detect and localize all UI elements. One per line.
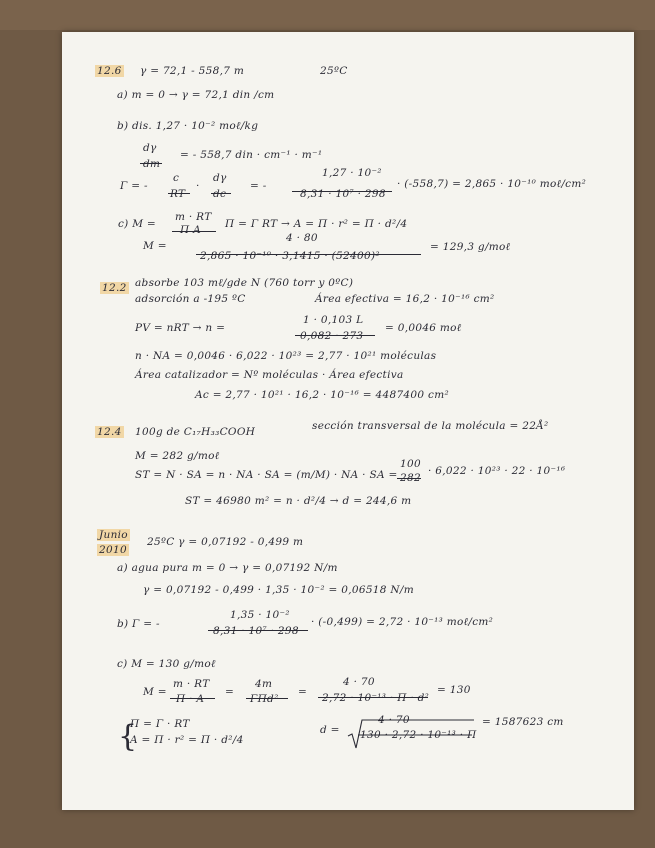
note-line: dγ xyxy=(213,172,227,184)
note-line: RT xyxy=(170,188,186,200)
note-line: = 129,3 g/moℓ xyxy=(430,241,511,253)
note-line: = 130 xyxy=(437,684,471,696)
note-line: = 1587623 cm xyxy=(482,716,564,728)
note-line: = 0,0046 moℓ xyxy=(385,322,462,334)
problem-number: 12.4 xyxy=(97,426,122,438)
note-line: sección transversal de la molécula = 22Å² xyxy=(312,420,549,432)
note-line: Π = Γ RT → A = Π · r² = Π · d²/4 xyxy=(225,218,408,230)
note-line: dc xyxy=(213,188,227,200)
note-line: 8,31 · 10⁷ · 298 xyxy=(213,625,299,637)
note-line: = xyxy=(298,686,308,698)
note-line: 8,31 · 10⁷ · 298 xyxy=(300,188,386,200)
note-line: 1,27 · 10⁻² xyxy=(322,167,382,179)
note-line: = - 558,7 din · cm⁻¹ · m⁻¹ xyxy=(180,149,323,161)
note-line: m · RT xyxy=(173,678,210,690)
problem-number: 12.2 xyxy=(102,282,127,294)
background-top xyxy=(0,0,655,30)
note-line: = - xyxy=(250,180,267,192)
note-line: M = xyxy=(143,686,167,698)
note-line: Área efectiva = 16,2 · 10⁻¹⁶ cm² xyxy=(315,293,495,305)
note-line: Γ = - xyxy=(120,180,148,192)
note-line: adsorción a -195 ºC xyxy=(135,293,246,305)
note-line: Π · A xyxy=(176,693,205,705)
note-line: c xyxy=(173,172,180,184)
problem-number: Junio xyxy=(99,529,128,541)
note-line: 1 · 0,103 L xyxy=(303,314,364,326)
note-line: ST = N · SA = n · NA · SA = (m/M) · NA · SA = xyxy=(135,469,398,481)
note-line: Área catalizador = Nº moléculas · Área efectiva xyxy=(135,369,404,381)
note-line: γ = 0,07192 - 0,499 · 1,35 · 10⁻² = 0,06518 N/m xyxy=(143,584,414,596)
note-line: m · RT xyxy=(175,211,212,223)
problem-number: 12.6 xyxy=(97,65,122,77)
note-line: ΓΠd² xyxy=(250,693,279,705)
note-line: b) Γ = - xyxy=(117,618,160,630)
note-line: 4 · 70 xyxy=(343,676,375,688)
system-brace: { xyxy=(118,719,138,754)
note-line: 2,72 · 10⁻¹³ · Π · d² xyxy=(322,692,430,704)
note-line: b) dis. 1,27 · 10⁻² moℓ/kg xyxy=(117,120,259,132)
note-line: 4m xyxy=(255,678,273,690)
note-line: Π A xyxy=(180,224,201,236)
note-line: · xyxy=(196,180,200,192)
note-line: · (-558,7) = 2,865 · 10⁻¹⁰ moℓ/cm² xyxy=(397,178,587,190)
note-line: 4 · 70 xyxy=(378,714,410,726)
note-line: 282 xyxy=(400,472,421,484)
note-line: M = 282 g/moℓ xyxy=(135,450,220,462)
note-line: = xyxy=(225,686,235,698)
note-line: 25ºC γ = 0,07192 - 0,499 m xyxy=(147,536,304,548)
note-line: PV = nRT → n = xyxy=(135,322,226,334)
note-line: c) M = xyxy=(118,218,157,230)
note-line: 100 xyxy=(400,458,421,470)
note-line: absorbe 103 mℓ/gde N (760 torr y 0ºC) xyxy=(135,277,354,289)
note-line: a) agua pura m = 0 → γ = 0,07192 N/m xyxy=(117,562,338,574)
note-line: ST = 46980 m² = n · d²/4 → d = 244,6 m xyxy=(185,495,412,507)
note-line: 130 · 2,72 · 10⁻¹³ · Π xyxy=(360,729,477,741)
note-line: dm xyxy=(143,158,161,170)
note-line: Π = Γ · RT xyxy=(130,718,190,730)
note-line: Ac = 2,77 · 10²¹ · 16,2 · 10⁻¹⁶ = 4487400 cm² xyxy=(195,389,449,401)
note-line: A = Π · r² = Π · d²/4 xyxy=(130,734,244,746)
note-line: d = xyxy=(320,724,340,736)
note-line: 0,082 · 273 xyxy=(300,330,364,342)
problem-number: 2010 xyxy=(99,544,127,556)
note-line: 2,865 · 10⁻¹⁰ · 3,1415 · (52400)² xyxy=(200,250,380,262)
note-line: 100g de C₁₇H₃₃COOH xyxy=(135,426,256,438)
note-line: M = xyxy=(143,240,167,252)
note-line: c) M = 130 g/moℓ xyxy=(117,658,216,670)
note-line: 1,35 · 10⁻² xyxy=(230,609,290,621)
note-line: 4 · 80 xyxy=(286,232,318,244)
note-line: n · NA = 0,0046 · 6,022 · 10²³ = 2,77 · 10²¹ moléculas xyxy=(135,350,437,362)
note-line: · (-0,499) = 2,72 · 10⁻¹³ moℓ/cm² xyxy=(311,616,494,628)
note-line: 25ºC xyxy=(320,65,348,77)
note-line: dγ xyxy=(143,142,157,154)
note-line: γ = 72,1 - 558,7 m xyxy=(140,65,245,77)
note-line: a) m = 0 → γ = 72,1 din /cm xyxy=(117,89,275,101)
note-line: · 6,022 · 10²³ · 22 · 10⁻¹⁶ xyxy=(428,465,566,477)
